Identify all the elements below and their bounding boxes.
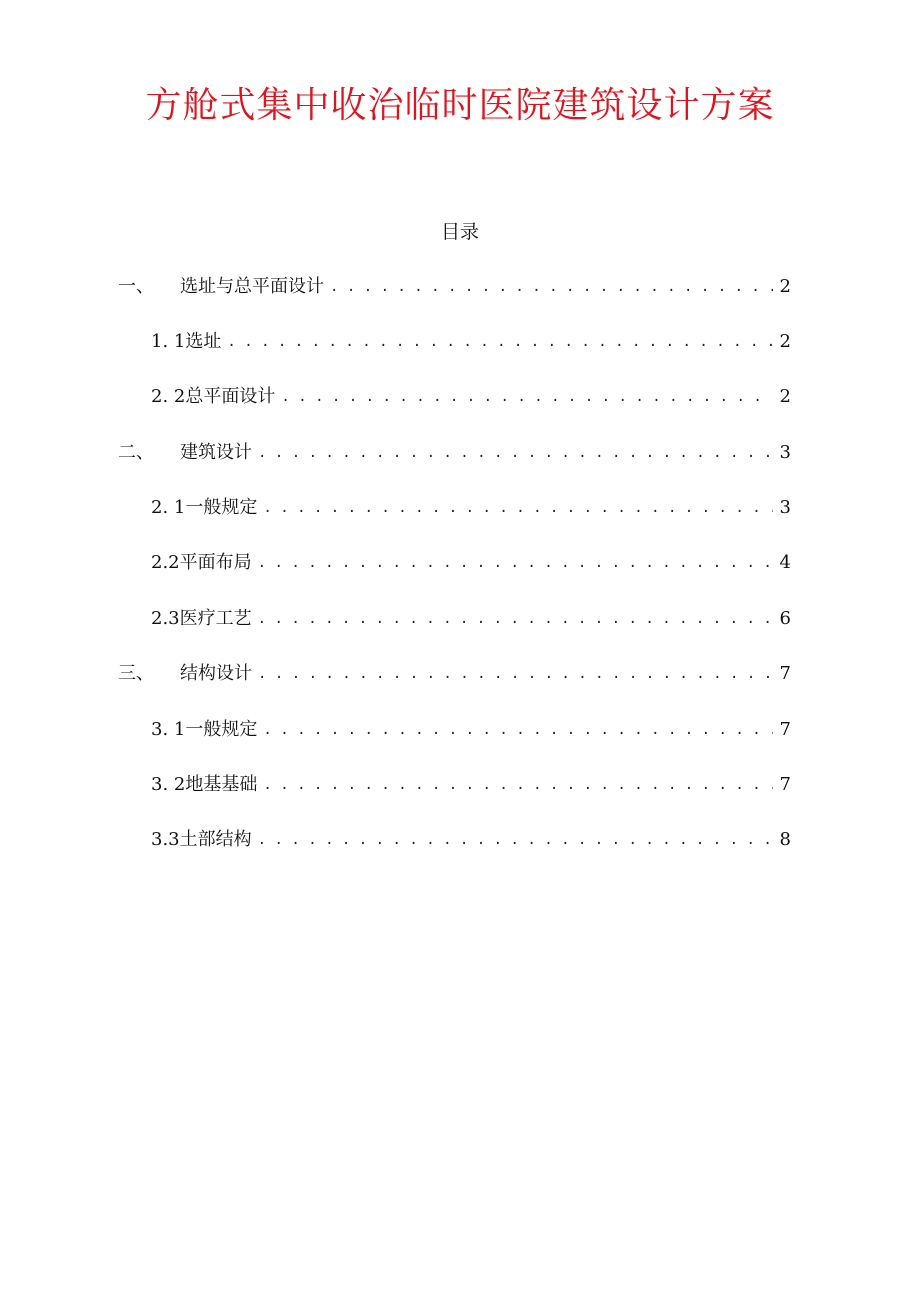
- toc-entry-label: 选址与总平面设计: [180, 276, 324, 297]
- toc-entry-label: 一般规定: [185, 497, 258, 518]
- toc-entry-label: 土部结构: [179, 829, 252, 850]
- toc-entry-2[interactable]: [118, 436, 791, 470]
- toc-dot-leader: [330, 270, 773, 304]
- toc-entry-2-3[interactable]: [151, 602, 791, 636]
- toc-entry-label: 一般规定: [185, 719, 258, 740]
- toc-entry-2-2[interactable]: [151, 546, 791, 580]
- toc-page-number: 7: [779, 663, 791, 684]
- toc-entry-number: 2. 1: [151, 497, 186, 518]
- toc-page-number: 2: [779, 386, 791, 407]
- toc-entry-1-2[interactable]: [151, 380, 791, 414]
- toc-entry-1[interactable]: [118, 270, 791, 304]
- toc-entry-number: 3. 1: [151, 719, 186, 740]
- toc-entry-number: 2. 2: [151, 386, 186, 407]
- toc-page-number: 6: [779, 608, 791, 629]
- toc-entry-number: 2.2: [151, 552, 180, 573]
- toc-page-number: 3: [779, 497, 791, 518]
- toc-dot-leader: [258, 602, 773, 636]
- toc-page-number: 8: [779, 829, 791, 850]
- toc-entry-label: 结构设计: [180, 663, 252, 684]
- toc-entry-label: 平面布局: [179, 552, 252, 573]
- toc-entry-label: 建筑设计: [180, 442, 252, 463]
- toc-entry-number: 1. 1: [151, 331, 186, 352]
- toc-entry-3-1[interactable]: [151, 713, 791, 747]
- toc-page-number: 3: [779, 442, 791, 463]
- toc-entry-label: 地基基础: [185, 774, 258, 795]
- toc-entry-number: 三、: [118, 663, 154, 684]
- toc-entry-3[interactable]: [118, 657, 791, 691]
- toc-entry-label: 选址: [185, 331, 222, 352]
- toc-entry-3-3[interactable]: [151, 823, 791, 857]
- toc-entry-3-2[interactable]: [151, 768, 791, 802]
- toc-dot-leader: [263, 768, 773, 802]
- toc-entry-label: 总平面设计: [185, 386, 276, 407]
- toc-page-number: 7: [779, 774, 791, 795]
- toc-page-number: 7: [779, 719, 791, 740]
- toc-dot-leader: [263, 491, 773, 525]
- toc-entry-label: 医疗工艺: [179, 608, 252, 629]
- toc-dot-leader: [258, 546, 773, 580]
- toc-page-number: 2: [779, 331, 791, 352]
- toc-page-number: 4: [779, 552, 791, 573]
- toc-entry-number: 2.3: [151, 608, 180, 629]
- toc-entry-number: 3. 2: [151, 774, 186, 795]
- toc-entry-number: 二、: [118, 442, 154, 463]
- toc-dot-leader: [258, 657, 773, 691]
- toc-entry-2-1[interactable]: [151, 491, 791, 525]
- toc-entry-1-1[interactable]: [151, 325, 791, 359]
- toc-entry-number: 一、: [118, 276, 154, 297]
- document-title: 方舱式集中收治临时医院建筑设计方案: [145, 85, 775, 126]
- toc-page-number: 2: [779, 276, 791, 297]
- toc-dot-leader: [263, 713, 773, 747]
- toc-dot-leader: [258, 823, 773, 857]
- toc-dot-leader: [227, 325, 773, 359]
- toc-heading: 目录: [440, 221, 479, 243]
- toc-dot-leader: [258, 436, 773, 470]
- toc-dot-leader: [281, 380, 773, 414]
- toc-entry-number: 3.3: [151, 829, 180, 850]
